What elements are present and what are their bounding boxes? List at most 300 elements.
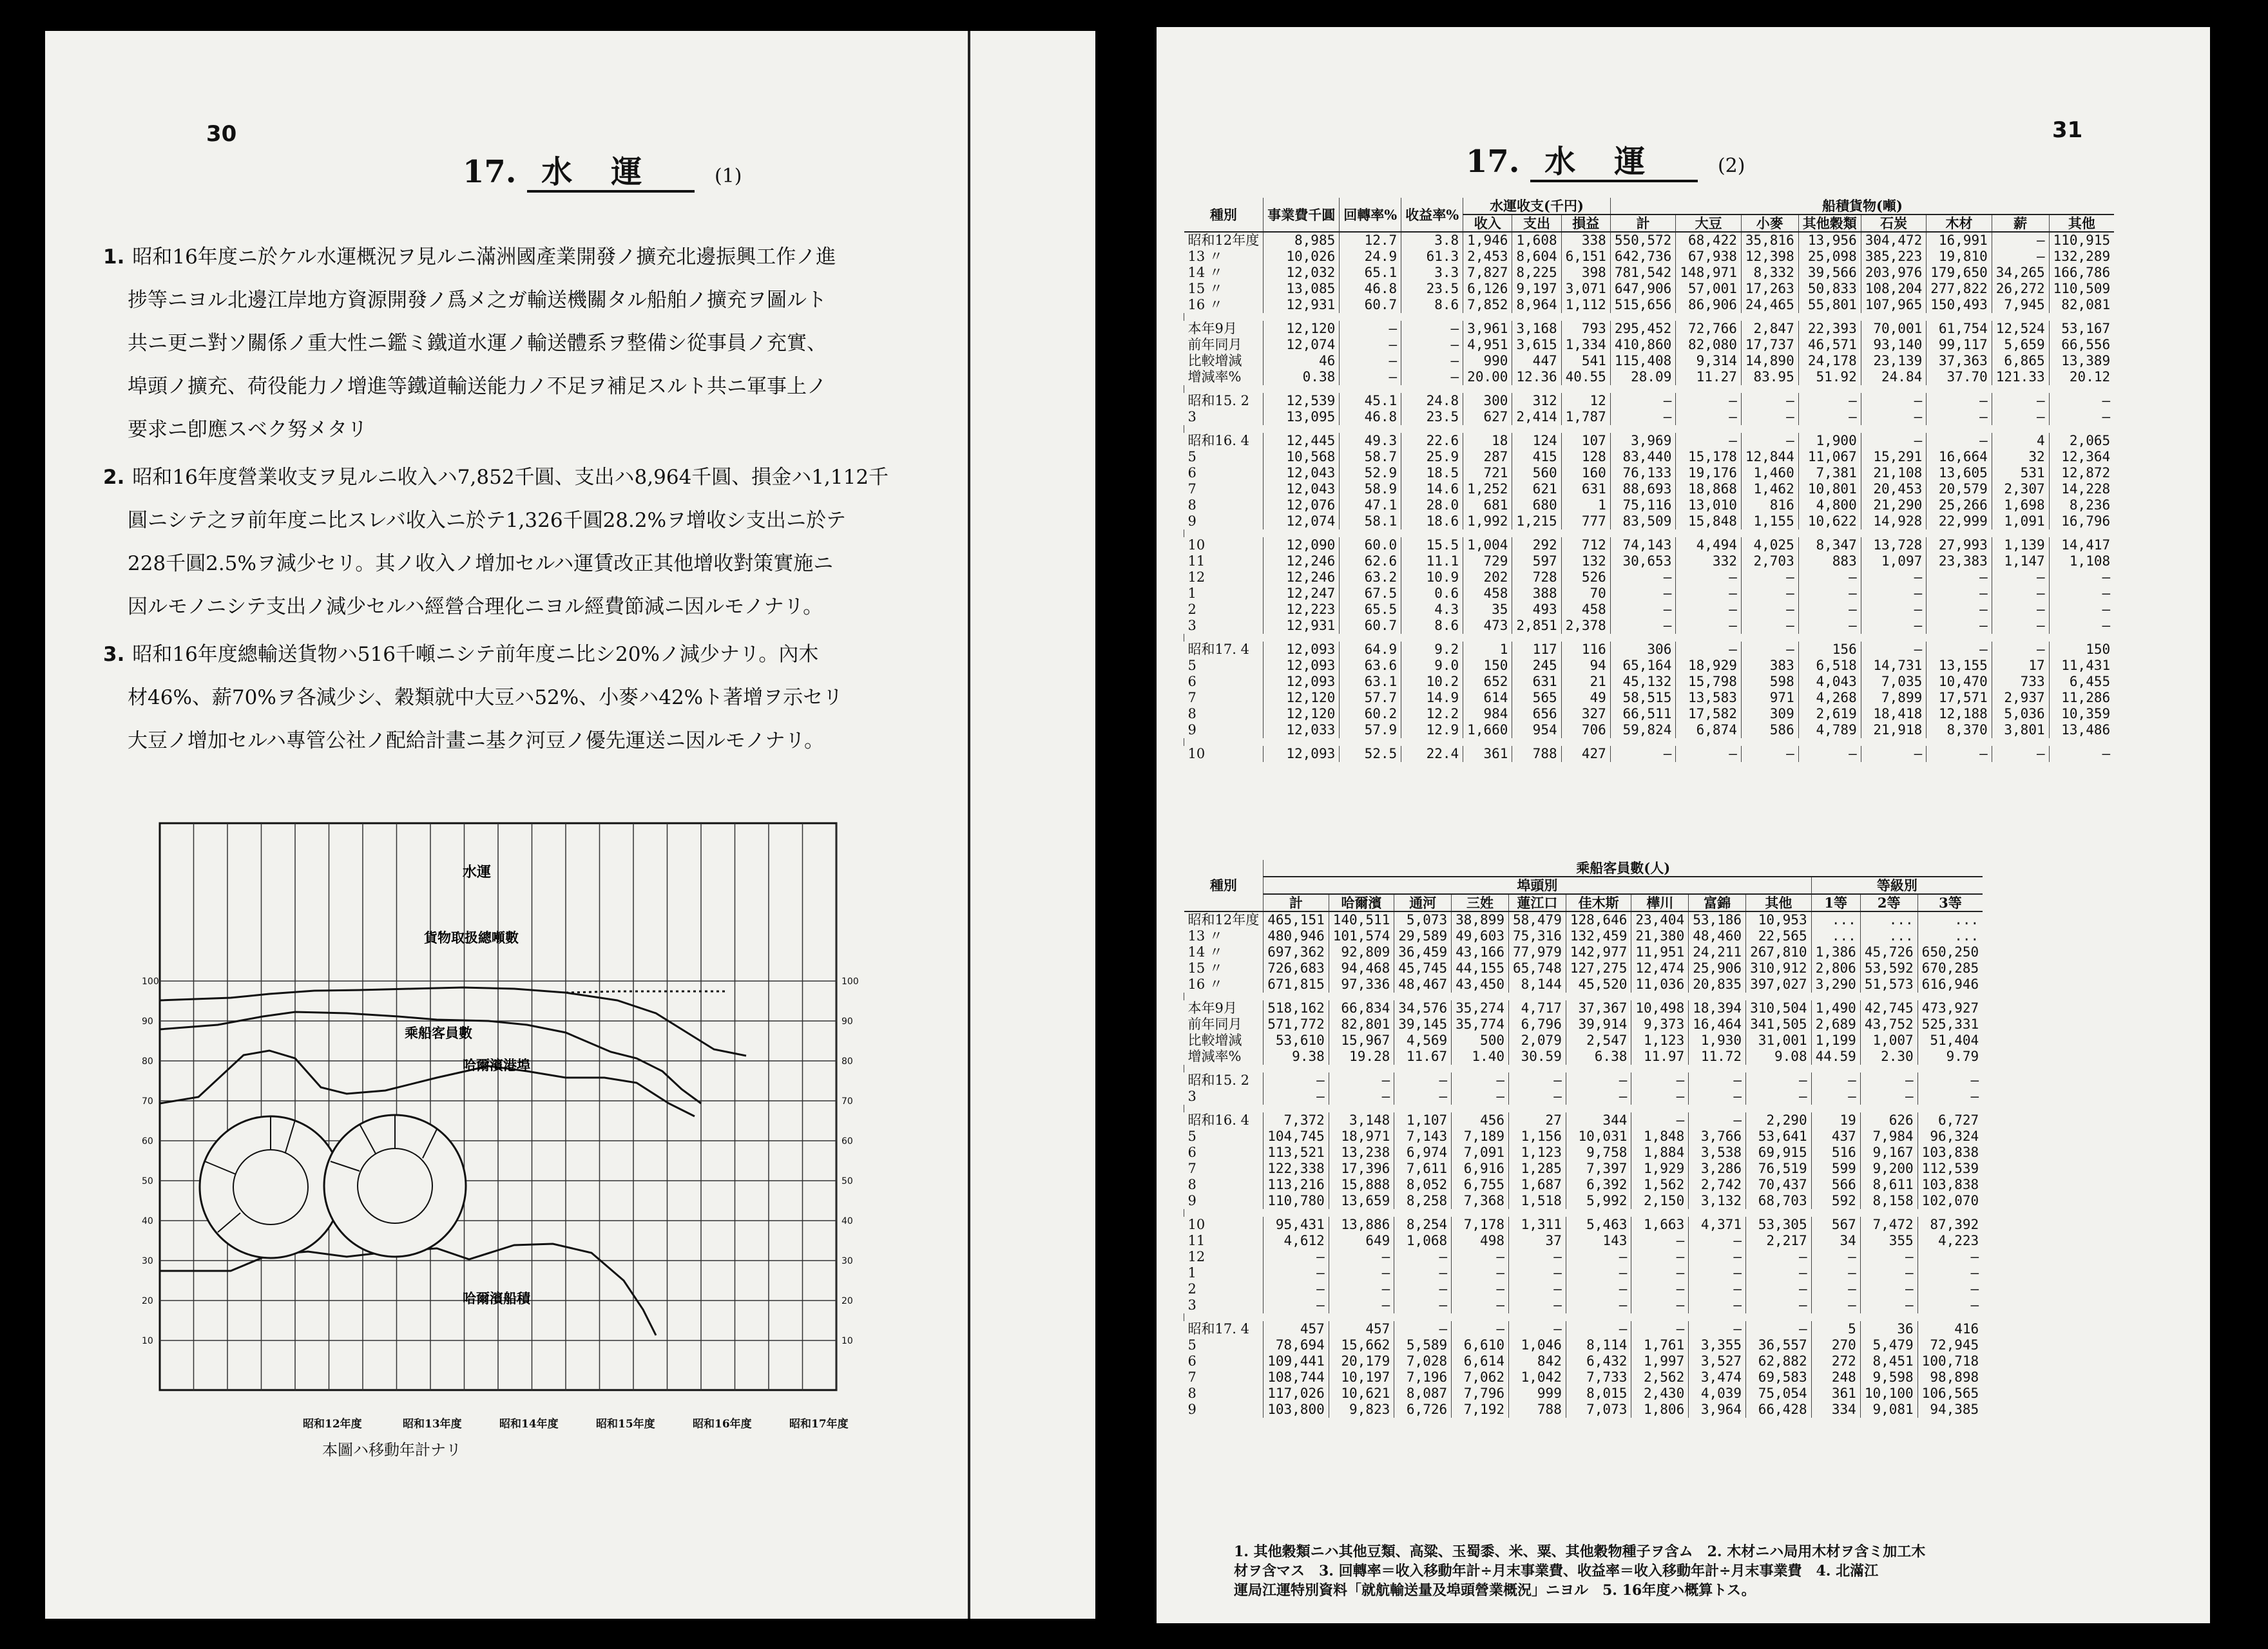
table-cell: —: [1860, 1089, 1917, 1105]
table-cell: 32: [1992, 449, 2049, 465]
table-cell: 631: [1561, 481, 1610, 497]
table-cell: 565: [1512, 690, 1561, 706]
table-cell: 883: [1798, 553, 1861, 569]
table-cell: 712: [1561, 537, 1610, 553]
table-cell: 23,383: [1927, 553, 1992, 569]
table-cell: 6,392: [1566, 1177, 1631, 1193]
table-cell: —: [1927, 393, 1992, 409]
table-cell: 13,659: [1329, 1193, 1394, 1209]
row-label: 14 〃: [1187, 265, 1223, 280]
table-row: [1184, 1265, 1983, 1281]
table-cell: 2,689: [1811, 1016, 1860, 1033]
table-cell: 12,931: [1264, 297, 1340, 313]
table-cell: 304,472: [1861, 232, 1927, 249]
table-row: [1184, 1112, 1983, 1129]
table-cell: 108,744: [1264, 1369, 1329, 1386]
table-cell: 671,815: [1264, 977, 1329, 993]
table-cell: 14,228: [2049, 481, 2114, 497]
table-row: [1184, 1386, 1983, 1402]
table-cell: —: [1566, 1249, 1631, 1265]
tick-label: 10: [142, 1336, 153, 1346]
table-cell: 12,223: [1264, 602, 1340, 618]
table-cell: —: [1741, 602, 1798, 618]
table-cell: 101,574: [1329, 928, 1394, 944]
table-cell: 15.5: [1401, 537, 1463, 553]
table-row: [1184, 433, 2115, 449]
table-cell: —: [1917, 1072, 1983, 1089]
table-cell: 70,437: [1746, 1177, 1812, 1193]
harbin-shipping-line: [160, 1244, 656, 1335]
table-cell: 4,951: [1463, 337, 1512, 353]
table-cell: 1,997: [1631, 1353, 1689, 1369]
table-cell: 647,906: [1610, 281, 1676, 297]
table-cell: 12,120: [1264, 690, 1340, 706]
table-cell: —: [1798, 746, 1861, 762]
table-cell: 1,068: [1394, 1233, 1452, 1249]
table-cell: 45,726: [1860, 944, 1917, 960]
table-cell: —: [1992, 746, 2049, 762]
table-cell: 76,133: [1610, 465, 1676, 481]
col-header: 計: [1264, 894, 1329, 911]
table-cell: 20.12: [2049, 369, 2114, 385]
group-header-finance: 水運收支(千円): [1463, 198, 1611, 214]
table-cell: 83,440: [1610, 449, 1676, 465]
table-cell: 2,742: [1689, 1177, 1746, 1193]
table-cell: 680: [1512, 497, 1561, 513]
table-cell: —: [1566, 1297, 1631, 1313]
table-row: [1184, 369, 2115, 385]
table-cell: 17,263: [1741, 281, 1798, 297]
table-cell: —: [1394, 1281, 1452, 1297]
table-row: [1184, 249, 2115, 265]
table-cell: 10,621: [1329, 1386, 1394, 1402]
table-cell: 60.2: [1340, 706, 1401, 722]
table-cell: —: [1394, 1072, 1452, 1089]
table-cell: 74,143: [1610, 537, 1676, 553]
table-cell: 1,215: [1512, 513, 1561, 529]
table-cell: 51,404: [1917, 1033, 1983, 1049]
table-cell: —: [1340, 353, 1401, 369]
table-cell: 1,285: [1508, 1161, 1566, 1177]
table-cell: 9,081: [1860, 1402, 1917, 1418]
row-label: 昭和15. 2: [1187, 1072, 1249, 1088]
table-cell: 12,043: [1264, 465, 1340, 481]
table-cell: 77,979: [1508, 944, 1566, 960]
table-cell: 150,493: [1927, 297, 1992, 313]
table-cell: 24,465: [1741, 297, 1798, 313]
table-cell: 35,274: [1452, 1000, 1509, 1016]
year-label: 昭和12年度: [303, 1418, 362, 1431]
table-cell: 2.30: [1860, 1049, 1917, 1065]
table-cell: 656: [1512, 706, 1561, 722]
table-cell: 62,882: [1746, 1353, 1812, 1369]
table-cell: 15,178: [1676, 449, 1742, 465]
table-cell: —: [1861, 433, 1927, 449]
table-cell: 8,087: [1394, 1386, 1452, 1402]
table-cell: 3,964: [1689, 1402, 1746, 1418]
table-cell: 2,937: [1992, 690, 2049, 706]
table-cell: 1: [1561, 497, 1610, 513]
table-cell: 20,179: [1329, 1353, 1394, 1369]
table-cell: —: [1798, 393, 1861, 409]
row-label: 3: [1187, 618, 1196, 633]
table-row: [1184, 569, 2115, 586]
table-cell: 1,687: [1508, 1177, 1566, 1193]
table-row: [1184, 1321, 1983, 1337]
table-cell: 473: [1463, 618, 1512, 634]
table-cell: ...: [1917, 911, 1983, 928]
table-cell: 6,727: [1917, 1112, 1983, 1129]
row-label: 15 〃: [1187, 281, 1223, 296]
table-cell: 2,065: [2049, 433, 2114, 449]
table-cell: —: [1329, 1249, 1394, 1265]
table-cell: 2,378: [1561, 618, 1610, 634]
table-cell: —: [1329, 1281, 1394, 1297]
table-cell: 1,992: [1463, 513, 1512, 529]
table-cell: 14,417: [2049, 537, 2114, 553]
table-cell: 57.7: [1340, 690, 1401, 706]
table-cell: 107: [1561, 433, 1610, 449]
table-cell: 19,810: [1927, 249, 1992, 265]
table-cell: —: [1992, 393, 2049, 409]
table-cell: 1,107: [1394, 1112, 1452, 1129]
table-cell: 5,479: [1860, 1337, 1917, 1353]
row-label: 6: [1187, 465, 1196, 481]
table-cell: —: [1676, 393, 1742, 409]
table-cell: 29,589: [1394, 928, 1452, 944]
table-cell: 94,385: [1917, 1402, 1983, 1418]
table-cell: 14.6: [1401, 481, 1463, 497]
table-cell: 7,984: [1860, 1129, 1917, 1145]
table-cell: 19.28: [1329, 1049, 1394, 1065]
table-cell: 82,081: [2049, 297, 2114, 313]
table-cell: 592: [1811, 1193, 1860, 1209]
table-cell: —: [1992, 642, 2049, 658]
table-cell: —: [1264, 1089, 1329, 1105]
table-cell: 10,026: [1264, 249, 1340, 265]
table-cell: 10.9: [1401, 569, 1463, 586]
table-cell: 1,518: [1508, 1193, 1566, 1209]
table-cell: 17,571: [1927, 690, 1992, 706]
table-cell: 6,610: [1452, 1337, 1509, 1353]
table-cell: 726,683: [1264, 960, 1329, 977]
table-cell: 267,810: [1746, 944, 1812, 960]
table-cell: 12,093: [1264, 658, 1340, 674]
row-label: 昭和16. 4: [1187, 1112, 1249, 1128]
table-cell: 7,852: [1463, 297, 1512, 313]
table-cell: 1,698: [1992, 497, 2049, 513]
table-cell: —: [1861, 569, 1927, 586]
table-cell: 43,450: [1452, 977, 1509, 993]
table-cell: 385,223: [1861, 249, 1927, 265]
table-cell: 990: [1463, 353, 1512, 369]
table-row: [1184, 1049, 1983, 1065]
table-cell: 728: [1512, 569, 1561, 586]
table-cell: 100,718: [1917, 1353, 1983, 1369]
table-cell: 76,519: [1746, 1161, 1812, 1177]
table-cell: —: [1798, 602, 1861, 618]
table-cell: 310,912: [1746, 960, 1812, 977]
row-label: 增減率%: [1187, 369, 1242, 385]
table-row: [1184, 1337, 1983, 1353]
table-cell: —: [1861, 409, 1927, 425]
table-cell: 17: [1992, 658, 2049, 674]
table-cell: 117: [1512, 642, 1561, 658]
table-cell: 25,098: [1798, 249, 1861, 265]
table-cell: 493: [1512, 602, 1561, 618]
table-cell: 1,156: [1508, 1129, 1566, 1145]
table-cell: 63.1: [1340, 674, 1401, 690]
table-cell: 65.5: [1340, 602, 1401, 618]
table-cell: 14,890: [1741, 353, 1798, 369]
table-cell: 121.33: [1992, 369, 2049, 385]
table-cell: 3,071: [1561, 281, 1610, 297]
col-header: 木材: [1927, 214, 1992, 232]
table-cell: 1,787: [1561, 409, 1610, 425]
table-cell: 14,928: [1861, 513, 1927, 529]
table-cell: 78,694: [1264, 1337, 1329, 1353]
table-cell: —: [1860, 1249, 1917, 1265]
table-cell: 1,139: [1992, 537, 2049, 553]
row-label: 7: [1187, 1161, 1196, 1176]
table-cell: 156: [1798, 642, 1861, 658]
table-cell: 6,614: [1452, 1353, 1509, 1369]
table-cell: —: [1452, 1297, 1509, 1313]
table-cell: 9,758: [1566, 1145, 1631, 1161]
table-cell: 1,806: [1631, 1402, 1689, 1418]
table-cell: 2,806: [1811, 960, 1860, 977]
table-cell: 75,054: [1746, 1386, 1812, 1402]
row-label: 5: [1187, 449, 1196, 464]
label-passenger: 乘船客員數: [405, 1025, 472, 1041]
table-cell: 24,211: [1689, 944, 1746, 960]
table-cell: —: [1927, 569, 1992, 586]
table-cell: 13,956: [1798, 232, 1861, 249]
table-row: [1184, 1033, 1983, 1049]
table-cell: 12,539: [1264, 393, 1340, 409]
table-row: [1184, 602, 2115, 618]
table-cell: 312: [1512, 393, 1561, 409]
table-cell: —: [1811, 1265, 1860, 1281]
row-label: 9: [1187, 1402, 1196, 1417]
table-cell: 842: [1508, 1353, 1566, 1369]
table-cell: —: [1689, 1089, 1746, 1105]
table-cell: 23,404: [1631, 911, 1689, 928]
table-cell: 61.3: [1401, 249, 1463, 265]
row-label: 8: [1187, 1177, 1196, 1192]
table-cell: 8,370: [1927, 722, 1992, 738]
table-cell: 8.6: [1401, 297, 1463, 313]
table-cell: 51,573: [1860, 977, 1917, 993]
table-cell: 7,945: [1992, 297, 2049, 313]
table-cell: 11.97: [1631, 1049, 1689, 1065]
table-cell: —: [1566, 1265, 1631, 1281]
paragraph-1: [103, 236, 954, 452]
table-cell: 12.9: [1401, 722, 1463, 738]
table-cell: 45.1: [1340, 393, 1401, 409]
table-cell: 9,823: [1329, 1402, 1394, 1418]
table-cell: 11,431: [2049, 658, 2114, 674]
table-cell: 57,001: [1676, 281, 1742, 297]
table-cell: 457: [1329, 1321, 1394, 1337]
fold-line: [968, 31, 970, 1619]
table-cell: 110,509: [2049, 281, 2114, 297]
table-cell: 7,189: [1452, 1129, 1509, 1145]
table-cell: 53,167: [2049, 321, 2114, 337]
table-cell: 984: [1463, 706, 1512, 722]
table-cell: —: [1811, 1249, 1860, 1265]
table-cell: 160: [1561, 465, 1610, 481]
table-cell: 1,761: [1631, 1337, 1689, 1353]
table-cell: 586: [1741, 722, 1798, 738]
row-label: 7: [1187, 690, 1196, 705]
table-cell: 1,386: [1811, 944, 1860, 960]
table-cell: —: [2049, 586, 2114, 602]
col-header: 佳木斯: [1566, 894, 1631, 911]
table-cell: 1,311: [1508, 1217, 1566, 1233]
paragraph-line: 捗等ニヨル北邊江岸地方資源開發ノ爲メ之ガ輸送機關タル船舶ノ擴充ヲ圖ルト: [128, 289, 827, 312]
table-cell: —: [1394, 1265, 1452, 1281]
table-cell: 8,258: [1394, 1193, 1452, 1209]
table-cell: 14.9: [1401, 690, 1463, 706]
table-row: [1184, 1129, 1983, 1145]
table-cell: 46,571: [1798, 337, 1861, 353]
row-label: 本年9月: [1187, 1000, 1237, 1016]
table-cell: 721: [1463, 465, 1512, 481]
table-cell: 1,046: [1508, 1337, 1566, 1353]
table-cell: 6,726: [1394, 1402, 1452, 1418]
paragraph-number: 1.: [103, 245, 125, 269]
table-row: [1184, 537, 2115, 553]
table-cell: 566: [1811, 1177, 1860, 1193]
table-cell: 10,359: [2049, 706, 2114, 722]
table-cell: 22.4: [1401, 746, 1463, 762]
table-cell: —: [1746, 1249, 1812, 1265]
table-cell: 96,324: [1917, 1129, 1983, 1145]
row-label: 前年同月: [1187, 1016, 1242, 1032]
table-cell: 11,036: [1631, 977, 1689, 993]
table-cell: 3,766: [1689, 1129, 1746, 1145]
table-cell: —: [1676, 642, 1742, 658]
table-cell: 22,565: [1746, 928, 1812, 944]
table-cell: 8,144: [1508, 977, 1566, 993]
table-row: [1184, 1233, 1983, 1249]
table-cell: 7,733: [1566, 1369, 1631, 1386]
table-row: [1184, 337, 2115, 353]
table-cell: 24.8: [1401, 393, 1463, 409]
table-cell: 649: [1329, 1233, 1394, 1249]
table-cell: —: [1631, 1249, 1689, 1265]
row-label: 13 〃: [1187, 249, 1223, 264]
table-cell: 47.1: [1340, 497, 1401, 513]
table-cell: 59,824: [1610, 722, 1676, 738]
table-cell: 3,355: [1689, 1337, 1746, 1353]
table-cell: 17,737: [1741, 337, 1798, 353]
table-cell: —: [1508, 1297, 1566, 1313]
table-cell: 10,622: [1798, 513, 1861, 529]
table-cell: 117,026: [1264, 1386, 1329, 1402]
col-header: 損益: [1561, 214, 1610, 232]
table-cell: 104,745: [1264, 1129, 1329, 1145]
table-cell: 12,043: [1264, 481, 1340, 497]
table-cell: 729: [1463, 553, 1512, 569]
col-header: 三姓: [1452, 894, 1509, 911]
table-cell: —: [1676, 602, 1742, 618]
paragraph-line: 材46%、薪70%ヲ各減少シ、穀類就中大豆ハ52%、小麥ハ42%ト著增ヲ示セリ: [128, 686, 843, 709]
table-cell: 18,394: [1689, 1000, 1746, 1016]
table-cell: —: [1741, 409, 1798, 425]
table-cell: 498: [1452, 1233, 1509, 1249]
col-header: 2等: [1860, 894, 1917, 911]
table-cell: 10,498: [1631, 1000, 1689, 1016]
table-cell: 4,043: [1798, 674, 1861, 690]
table-cell: 480,946: [1264, 928, 1329, 944]
table-cell: 456: [1452, 1112, 1509, 1129]
table-cell: 53,592: [1860, 960, 1917, 977]
table-cell: 4: [1992, 433, 2049, 449]
table-cell: —: [1264, 1297, 1329, 1313]
table-cell: 245: [1512, 658, 1561, 674]
table-cell: 287: [1463, 449, 1512, 465]
table-cell: —: [1992, 618, 2049, 634]
table-cell: 58,479: [1508, 911, 1566, 928]
table-cell: —: [2049, 746, 2114, 762]
col-header: 計: [1610, 214, 1676, 232]
col-header: 支出: [1512, 214, 1561, 232]
table-cell: —: [1452, 1089, 1509, 1105]
page-title: [1466, 137, 1745, 181]
table-cell: 12,074: [1264, 337, 1340, 353]
table-cell: —: [1689, 1297, 1746, 1313]
tick-label: 80: [142, 1056, 153, 1067]
row-label: 12: [1187, 1249, 1206, 1264]
table-cell: 954: [1512, 722, 1561, 738]
col-header: 大豆: [1676, 214, 1742, 232]
table-cell: 21,108: [1861, 465, 1927, 481]
table-cell: 4,223: [1917, 1233, 1983, 1249]
table-cell: 132,459: [1566, 928, 1631, 944]
table-cell: 98,898: [1917, 1369, 1983, 1386]
table-cell: 23.5: [1401, 281, 1463, 297]
table-cell: 14,731: [1861, 658, 1927, 674]
table-cell: —: [1992, 569, 2049, 586]
table-cell: 2,453: [1463, 249, 1512, 265]
table-cell: 7,192: [1452, 1402, 1509, 1418]
table-cell: 19,176: [1676, 465, 1742, 481]
table-row: [1184, 465, 2115, 481]
table-cell: 66,834: [1329, 1000, 1394, 1016]
table-cell: 12,364: [2049, 449, 2114, 465]
table-cell: 15,967: [1329, 1033, 1394, 1049]
table-row: [1184, 1297, 1983, 1313]
table-cell: 12,872: [2049, 465, 2114, 481]
table-cell: 3,969: [1610, 433, 1676, 449]
table-notes: [1234, 1542, 2175, 1600]
note-line: 1. 其他穀類ニハ其他豆類、高粱、玉蜀黍、米、粟、其他穀物種子ヲ含ム 2. 木材ニハ局用木材ヲ含ミ加工木: [1234, 1543, 1926, 1560]
table-cell: 13,886: [1329, 1217, 1394, 1233]
pie-chart-2: [324, 1115, 466, 1257]
table-cell: 46.8: [1340, 281, 1401, 297]
table-cell: 6,432: [1566, 1353, 1631, 1369]
table-cell: 2,619: [1798, 706, 1861, 722]
table-cell: 4.3: [1401, 602, 1463, 618]
table-cell: 8,611: [1860, 1177, 1917, 1193]
table-cell: —: [1861, 746, 1927, 762]
row-label: 比較增減: [1187, 353, 1242, 368]
table-cell: 398: [1561, 265, 1610, 281]
table-cell: 292: [1512, 537, 1561, 553]
table-cell: —: [1610, 586, 1676, 602]
